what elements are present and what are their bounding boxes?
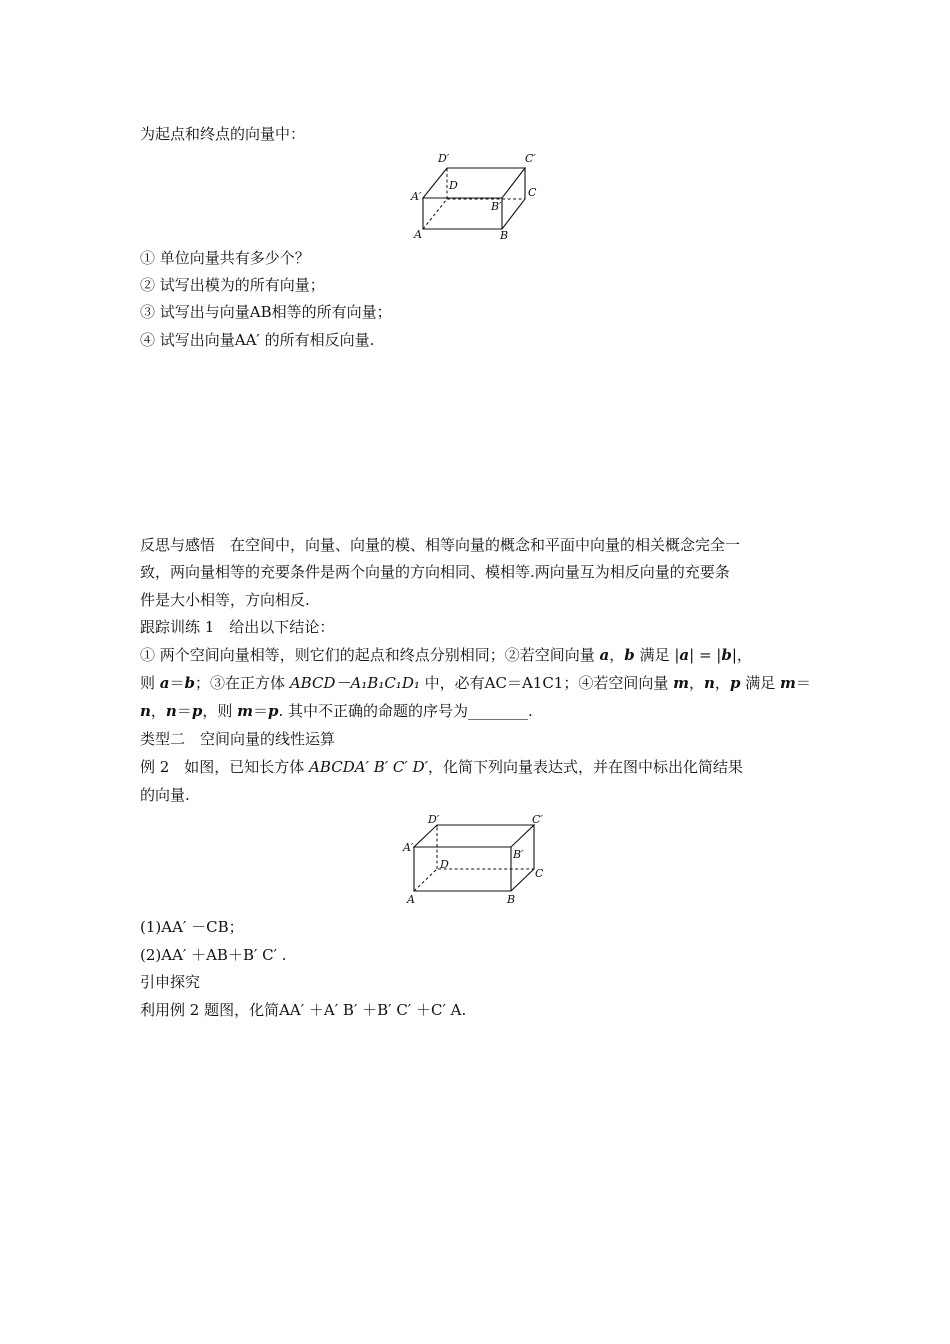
expression-2: (2)AA′ ＋AB＋B′ C′ . xyxy=(140,946,287,964)
vector-m: m xyxy=(237,702,253,720)
text-segment: . 其中不正确的命题的序号为________. xyxy=(278,702,533,720)
label-a-prime: A′ xyxy=(411,190,422,203)
vector-n: n xyxy=(704,674,715,692)
text-segment: ， xyxy=(609,646,625,664)
vector-b: b xyxy=(624,646,635,664)
section-heading-type-2: 类型二 空间向量的线性运算 xyxy=(140,730,336,748)
tracking-exercise-line-3 xyxy=(140,701,533,721)
vector-p: p xyxy=(191,702,203,720)
label-d-prime: D′ xyxy=(428,813,440,826)
reflection-line-2: 致，两向量相等的充要条件是两个向量的方向相同、模相等.两向量互为相反向量的充要条 xyxy=(140,563,730,581)
cuboid-name: ABCDA′ B′ C′ D′ xyxy=(309,758,429,776)
label-c-prime: C′ xyxy=(525,152,536,165)
vector-m: m xyxy=(673,674,689,692)
example-2-line-1 xyxy=(140,757,743,777)
label-c: C xyxy=(535,867,544,880)
text-segment: |， xyxy=(731,646,752,664)
label-d: D xyxy=(440,858,449,871)
question-1: ① 单位向量共有多少个？ xyxy=(140,249,310,267)
example-2-line-2: 的向量. xyxy=(140,786,190,804)
text-segment: | = | xyxy=(689,646,722,664)
text-segment: ， xyxy=(150,702,166,720)
cube-name: ABCD－A₁B₁C₁D₁ xyxy=(289,674,420,692)
extended-inquiry-heading: 引申探究 xyxy=(140,973,201,991)
vector-b: b xyxy=(721,646,732,664)
text-segment: ＝ xyxy=(169,674,185,692)
tracking-exercise-line-1 xyxy=(140,645,752,665)
vector-n: n xyxy=(140,702,151,720)
cuboid-figure-2 xyxy=(398,813,548,908)
label-b-prime: B′ xyxy=(513,848,524,861)
expression-1: (1)AA′ －CB； xyxy=(140,918,244,936)
label-a-prime: A′ xyxy=(403,841,414,854)
label-d: D xyxy=(449,179,458,192)
cuboid-figure-1 xyxy=(405,148,550,243)
reflection-line-1: 反思与感悟 在空间中，向量、向量的模、相等向量的概念和平面中向量的相关概念完全一 xyxy=(140,536,741,554)
label-b: B xyxy=(507,893,516,906)
text-segment: ；③在正方体 xyxy=(195,674,290,692)
text-segment: ，化简下列向量表达式，并在图中标出化简结果 xyxy=(428,758,744,776)
vector-p: p xyxy=(729,674,741,692)
vector-m: m xyxy=(779,674,796,692)
text-segment: 则 xyxy=(140,674,160,692)
reflection-line-3: 件是大小相等，方向相反. xyxy=(140,591,310,609)
label-d-prime: D′ xyxy=(438,152,450,165)
tracking-exercise-line-2 xyxy=(140,673,811,693)
question-4: ④ 试写出向量AA′ 的所有相反向量. xyxy=(140,331,375,349)
text-segment: ，则 xyxy=(202,702,238,720)
vector-p: p xyxy=(268,702,279,720)
text-segment: ， xyxy=(714,674,730,692)
intro-text: 为起点和终点的向量中： xyxy=(140,125,306,143)
label-c-prime: C′ xyxy=(532,813,543,826)
vector-n: n xyxy=(165,702,177,720)
text-segment: ① 两个空间向量相等，则它们的起点和终点分别相同；②若空间向量 xyxy=(140,646,600,664)
vector-a: a xyxy=(599,646,610,664)
text-segment: ＝ xyxy=(253,702,269,720)
tracking-exercise-title: 跟踪训练 1 给出以下结论： xyxy=(140,618,335,636)
text-segment: ＝ xyxy=(795,674,811,692)
vector-a: a xyxy=(159,674,170,692)
text-segment: 例 2 如图，已知长方体 xyxy=(140,758,310,776)
text-segment: 满足 xyxy=(740,674,780,692)
text-segment: ， xyxy=(689,674,705,692)
question-2: ② 试写出模为的所有向量； xyxy=(140,276,325,294)
label-a: A xyxy=(407,893,415,906)
label-b: B xyxy=(500,229,509,242)
label-a: A xyxy=(414,228,422,241)
text-segment: 满足 | xyxy=(634,646,680,664)
label-c: C xyxy=(528,186,537,199)
extended-inquiry-question: 利用例 2 题图，化简AA′ ＋A′ B′ ＋B′ C′ ＋C′ A. xyxy=(140,1001,467,1019)
vector-b: b xyxy=(184,674,196,692)
label-b-prime: B′ xyxy=(491,200,502,213)
text-segment: ＝ xyxy=(176,702,192,720)
question-3: ③ 试写出与向量AB相等的所有向量； xyxy=(140,303,392,321)
vector-a: a xyxy=(679,646,690,664)
text-segment: 中，必有AC＝A1C1；④若空间向量 xyxy=(419,674,674,692)
